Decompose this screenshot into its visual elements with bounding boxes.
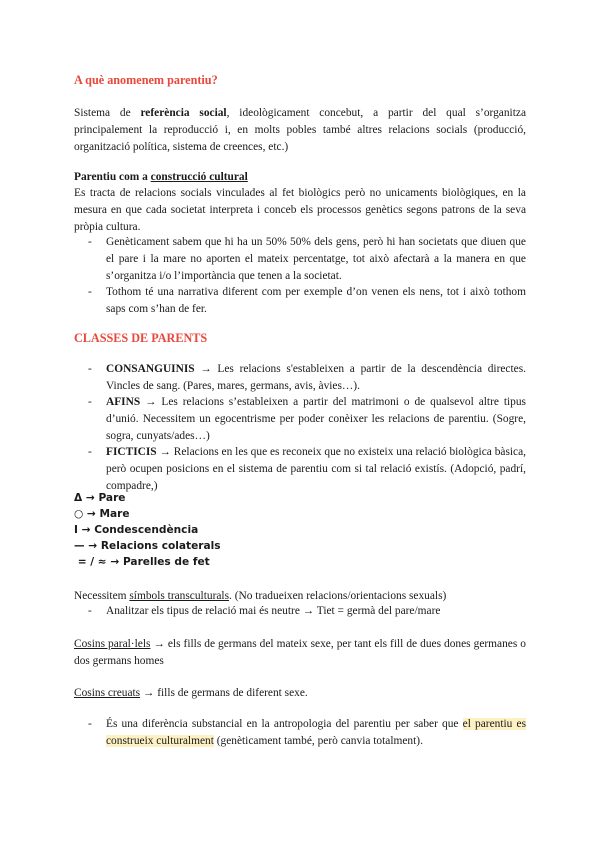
parallel-cousins-term: Cosins paral·lels <box>74 638 151 650</box>
class-text: Les relacions s'estableixen a partir de la descendència directes. Vincles de sang. (Pares, mares, germans, avis, àvies…). <box>106 363 526 393</box>
class-term: FICTICIS <box>106 446 157 458</box>
list-item <box>88 603 526 620</box>
class-text: Les relacions s’estableixen a partir del matrimoni o de qualsevol altre tipus d’unió. Necessitem un egocentrisme per poder conèixer les relacions de parentiu. (Sogre, sogra, cunyats/ades…) <box>106 396 526 443</box>
symbol-mother: ○ → Mare <box>74 508 130 520</box>
heading-what-is-kinship: A què anomenem parentiu? <box>74 73 218 87</box>
list-item <box>88 284 526 318</box>
bullet-text: Analitzar els tipus de relació mai és neutre → Tiet = germà del pare/mare <box>106 605 441 617</box>
bullet-text: Genèticament sabem que hi ha un 50% 50% dels gens, però hi han societats que diuen que el pare i la mare no aporten el mateix percentatge, tot això afectarà a la manera en que s’organitza i/o l’importància que tenen a la societat. <box>106 236 526 283</box>
final-text-end: (genèticament també, però canvia totalment). <box>213 735 423 748</box>
arrow: → <box>140 396 162 408</box>
highlighted-text: el parentiu es construeix culturalment <box>106 718 526 748</box>
transcultural-post: . (No tradueixen relacions/orientacions sexuals) <box>229 590 447 602</box>
list-item <box>88 716 526 750</box>
parallel-cousins-text: → els fills de germans del mateix sexe, per tant els fill de dues dones germanes o dos germans homes <box>74 638 526 668</box>
final-text-start: És una diferència substancial en la antropologia del parentiu per saber que <box>106 718 463 730</box>
arrow: → <box>156 446 174 458</box>
symbol-collateral: — → Relacions colaterals <box>74 540 221 552</box>
intro-paragraph <box>74 105 526 157</box>
cross-cousins-term: Cosins creuats <box>74 687 141 699</box>
heading-classes-of-relatives: CLASSES DE PARENTS <box>74 331 208 345</box>
bullet-dash: - <box>88 605 92 617</box>
section-title-pre: Parentiu com a <box>74 171 151 183</box>
section-title-underlined: construcció cultural <box>150 171 248 183</box>
symbol-partners: = / ≈ → Parelles de fet <box>74 556 210 568</box>
bullet-dash: - <box>88 363 92 375</box>
bullet-dash: - <box>88 718 92 730</box>
class-item-consanguinis <box>88 361 526 395</box>
bullet-dash: - <box>88 446 92 458</box>
symbol-father: Δ → Pare <box>74 492 126 504</box>
intro-bold-term: referència social <box>140 107 227 119</box>
transcultural-underlined: símbols transculturals <box>129 590 230 602</box>
transcultural-pre: Necessitem <box>74 590 130 602</box>
class-item-ficticis <box>88 444 526 496</box>
bullet-text: Tothom té una narrativa diferent com per exemple d’on venen els nens, tot i això tothom saps com s’han de fer. <box>106 286 526 316</box>
class-term: AFINS <box>106 396 141 408</box>
class-item-afins <box>88 394 526 446</box>
parallel-cousins-paragraph <box>74 636 526 670</box>
cultural-body-paragraph: Es tracta de relacions socials vinculades al fet biològics però no unicaments biològiques, en la mesura en que cada societat interpreta i conceb els processos genètics segons patrons de la seva pròpia cultura. <box>74 187 526 234</box>
symbol-descent: I → Condescendència <box>74 524 199 536</box>
class-term: CONSANGUINIS <box>106 363 195 375</box>
cross-cousins-text: → fills de germans de diferent sexe. <box>140 687 308 699</box>
arrow: → <box>194 363 218 375</box>
class-text: Relacions en les que es reconeix que no existeix una relació biològica bàsica, però ocupen posicions en el sistema de parentiu com si tal relació existís. (Adopció, padrí, compadre,) <box>106 446 526 493</box>
intro-text-start: Sistema de <box>74 107 141 119</box>
bullet-dash: - <box>88 396 92 408</box>
bullet-dash: - <box>88 286 92 298</box>
intro-text-end: , ideològicament concebut, a partir del qual s’organitza principalement la reproducció i, en molts pobles també altres relacions socials (producció, organització política, sistema de creences, etc.) <box>74 107 526 154</box>
bullet-dash: - <box>88 236 92 248</box>
cross-cousins-paragraph <box>74 685 526 702</box>
list-item <box>88 234 526 286</box>
section-title-cultural <box>74 169 526 186</box>
